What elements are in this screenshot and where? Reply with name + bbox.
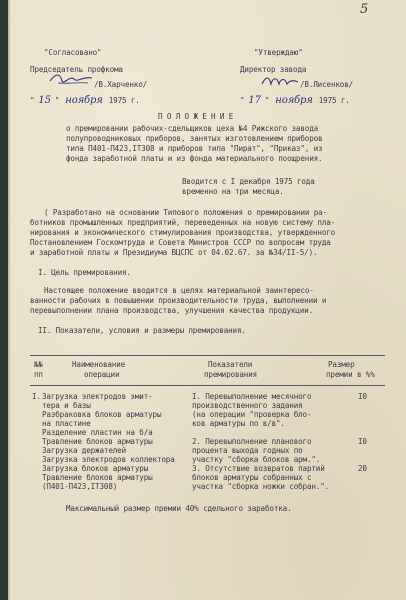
operation-line: (П401-П423,IТ308): [42, 482, 118, 491]
bonus-size: I0: [358, 392, 367, 401]
basis-line: Постановлением Госкомтруда и Совета Министров СССР по вопросам труда: [30, 238, 331, 247]
header-num: пп: [34, 370, 43, 379]
operation-line: Загрузка электродов коллектора: [42, 455, 175, 464]
basis-line: ( Разработано на основании Типового положения о премировании ра-: [44, 208, 327, 217]
table-header-rule: [30, 385, 385, 386]
indicator-line: производственного задания: [192, 401, 303, 410]
indicator-line: I. Перевыполнение месячного: [192, 392, 312, 401]
header-indicators: Показатели: [208, 360, 253, 369]
chairman-name: /В.Харченко/: [94, 80, 148, 89]
document-page: [8, 0, 406, 600]
goal-line: ванности рабочих в повышении производительности труда, выполнении и: [30, 296, 327, 305]
max-bonus-note: Максимальный размер премии 40% сдельного заработка.: [66, 504, 292, 513]
indicator-line: участка "сборка ножки собран.".: [192, 482, 330, 491]
indicator-line: блоков арматуры собранных с: [192, 473, 312, 482]
goal-line: перевыполнении плана производства, улучшения качества продукции.: [30, 306, 313, 315]
approval-label-right: "Утверждаю": [254, 48, 303, 57]
operation-line: Травление блоков арматуры: [42, 437, 153, 446]
operation-line: Загрузка держателей: [42, 446, 127, 455]
basis-line: ботников промышленных предприятий, переведенных на новую систему пла-: [30, 218, 336, 227]
indicator-line: процента выхода годных по: [192, 446, 303, 455]
basis-line: нирования и экономического стимулирования производства, утвержденного: [30, 228, 336, 237]
director-signature: [260, 74, 300, 88]
goal-line: Настоящее положение вводится в целях материальной заинтересо-: [44, 286, 314, 295]
operation-line: Разделение пластин на б/а: [42, 428, 153, 437]
section-heading-goal: I. Цель премирования.: [38, 268, 131, 277]
row-number: I.: [32, 392, 41, 401]
bonus-size: I0: [358, 437, 367, 446]
header-size: премии в %%: [326, 370, 375, 379]
effective-line: временно на три месяца.: [182, 187, 284, 196]
page-number: 5: [360, 2, 369, 17]
header-operations: Наименование: [72, 360, 126, 369]
director-title: Директор завода: [240, 65, 307, 74]
effective-line: Вводится с I декабря 1975 года: [182, 177, 315, 186]
chairman-title: Председатель профкома: [30, 65, 123, 74]
chairman-date: " 15 " ноября 1975 г.: [30, 95, 140, 106]
intro-line: фонда заработной платы и из фонда материального поощрения.: [66, 154, 323, 163]
intro-line: о премировании рабочих-сдельщиков цеха №4 Рижского завода: [66, 124, 319, 133]
intro-line: типа П401-П423,IТ308 и приборов типа "Пират", "Приказ", из: [66, 144, 323, 153]
basis-line: и заработной платы и Президиума ВЦСПС от 04.02.67. за №34/II-5/).: [30, 248, 318, 257]
header-operations: операции: [84, 370, 120, 379]
operation-line: Загрузка электродов эмит-: [42, 392, 153, 401]
indicator-line: участку "сборка блоков арм.".: [192, 455, 321, 464]
director-date: " 17 " ноября 1975 г.: [240, 95, 350, 106]
operation-line: тера и базы: [42, 401, 91, 410]
indicator-line: 3. Отсутствие возвратов партий: [192, 464, 325, 473]
bonus-size: 20: [358, 464, 367, 473]
header-indicators: премирования: [204, 370, 258, 379]
operation-line: Загрузка блоков арматуры: [42, 464, 149, 473]
indicator-line: ков арматуры по в/в".: [192, 419, 285, 428]
indicator-line: (на операции "проверка бло-: [192, 410, 312, 419]
approval-label-left: "Согласовано": [44, 48, 102, 57]
page-edge: [8, 0, 10, 600]
header-size: Размер: [328, 360, 355, 369]
intro-line: полупроводниковых приборов, занятых изготовлением приборов: [66, 134, 323, 143]
doc-title: П О Л О Ж Е Н И Е: [158, 112, 234, 121]
operation-line: Травление блоков арматуры: [42, 473, 153, 482]
indicator-line: 2. Перевыполнение планового: [192, 437, 312, 446]
operation-line: Разбраковка блоков арматуры: [42, 410, 162, 419]
table-top-rule: [30, 355, 385, 356]
director-name: /В.Лисенков/: [300, 80, 354, 89]
section-heading-indicators: II. Показатели, условия и размеры премирования.: [38, 326, 246, 335]
header-num: №№: [34, 360, 43, 369]
operation-line: на пластине: [42, 419, 91, 428]
chairman-signature: [48, 72, 94, 86]
